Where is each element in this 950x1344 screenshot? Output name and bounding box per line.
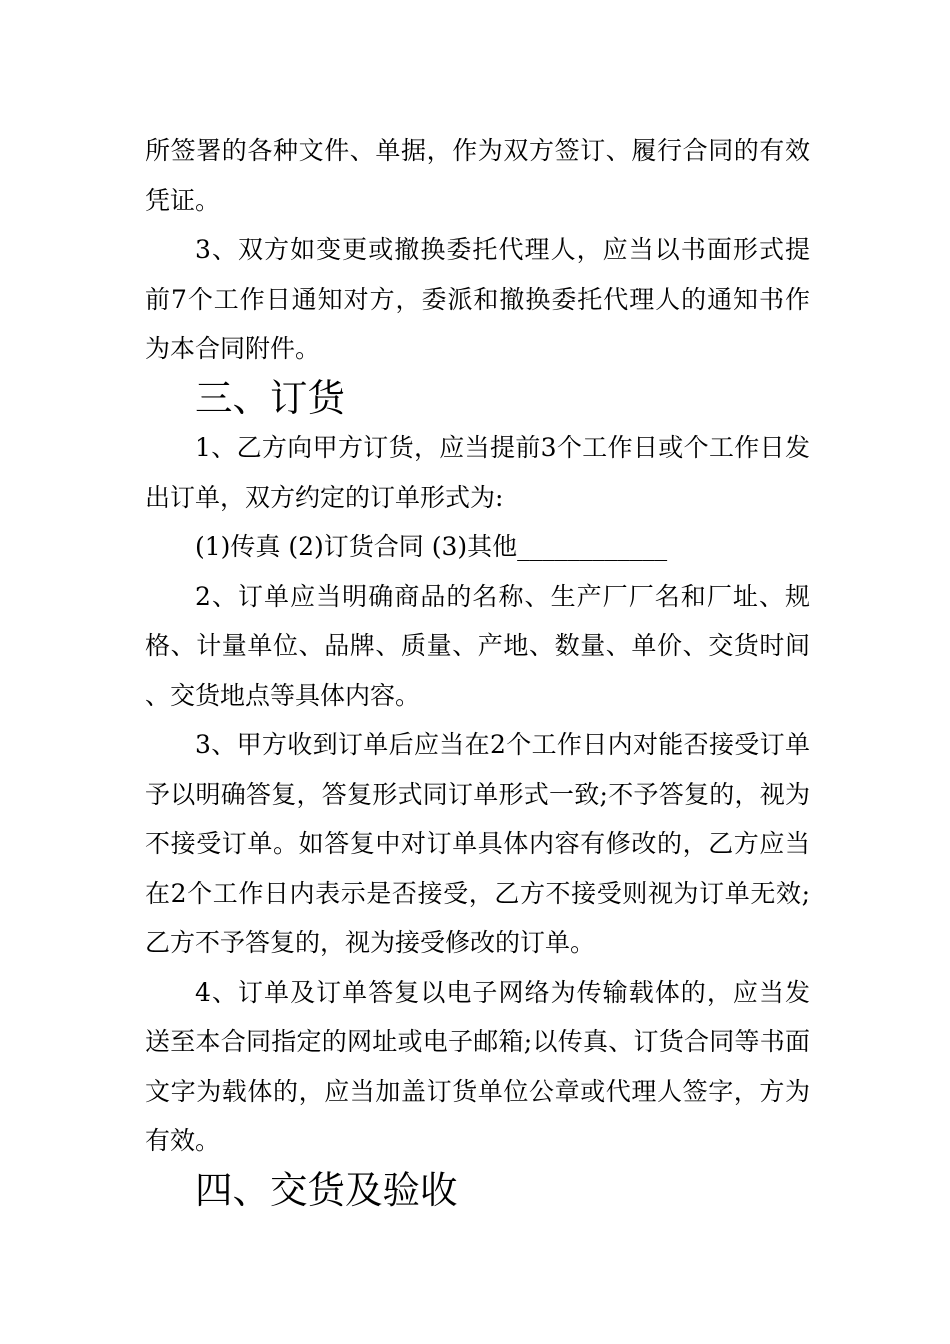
- paragraph-clause-3-4: 4、订单及订单答复以电子网络为传输载体的，应当发送至本合同指定的网址或电子邮箱;以传真、订货合同等书面文字为载体的，应当加盖订货单位公章或代理人签字，方为有效。: [145, 977, 810, 1155]
- paragraph-continuation: 所签署的各种文件、单据，作为双方签订、履行合同的有效凭证。: [145, 136, 810, 215]
- paragraph-clause-3-2: 2、订单应当明确商品的名称、生产厂厂名和厂址、规格、计量单位、品牌、质量、产地、数量、单价、交货时间、交货地点等具体内容。: [145, 581, 810, 710]
- order-form-options: (1)传真 (2)订货合同 (3)其他____________: [195, 532, 668, 561]
- paragraph-clause-3-3: 3、甲方收到订单后应当在2个工作日内对能否接受订单予以明确答复，答复形式同订单形式一致;不予答复的，视为不接受订单。如答复中对订单具体内容有修改的，乙方应当在2个工作日内表示是否接受，乙方不接受则视为订单无效;乙方不予答复的，视为接受修改的订单。: [145, 730, 810, 957]
- paragraph-clause-2-3: 3、双方如变更或撤换委托代理人，应当以书面形式提前7个工作日通知对方，委派和撤换委托代理人的通知书作为本合同附件。: [145, 235, 810, 363]
- section-heading-delivery: 四、交货及验收: [195, 1167, 458, 1212]
- paragraph-clause-3-1: 1、乙方向甲方订货，应当提前3个工作日或个工作日发出订单，双方约定的订单形式为:: [145, 433, 810, 512]
- section-heading-ordering: 三、订货: [195, 375, 345, 420]
- document-body: [145, 126, 810, 1215]
